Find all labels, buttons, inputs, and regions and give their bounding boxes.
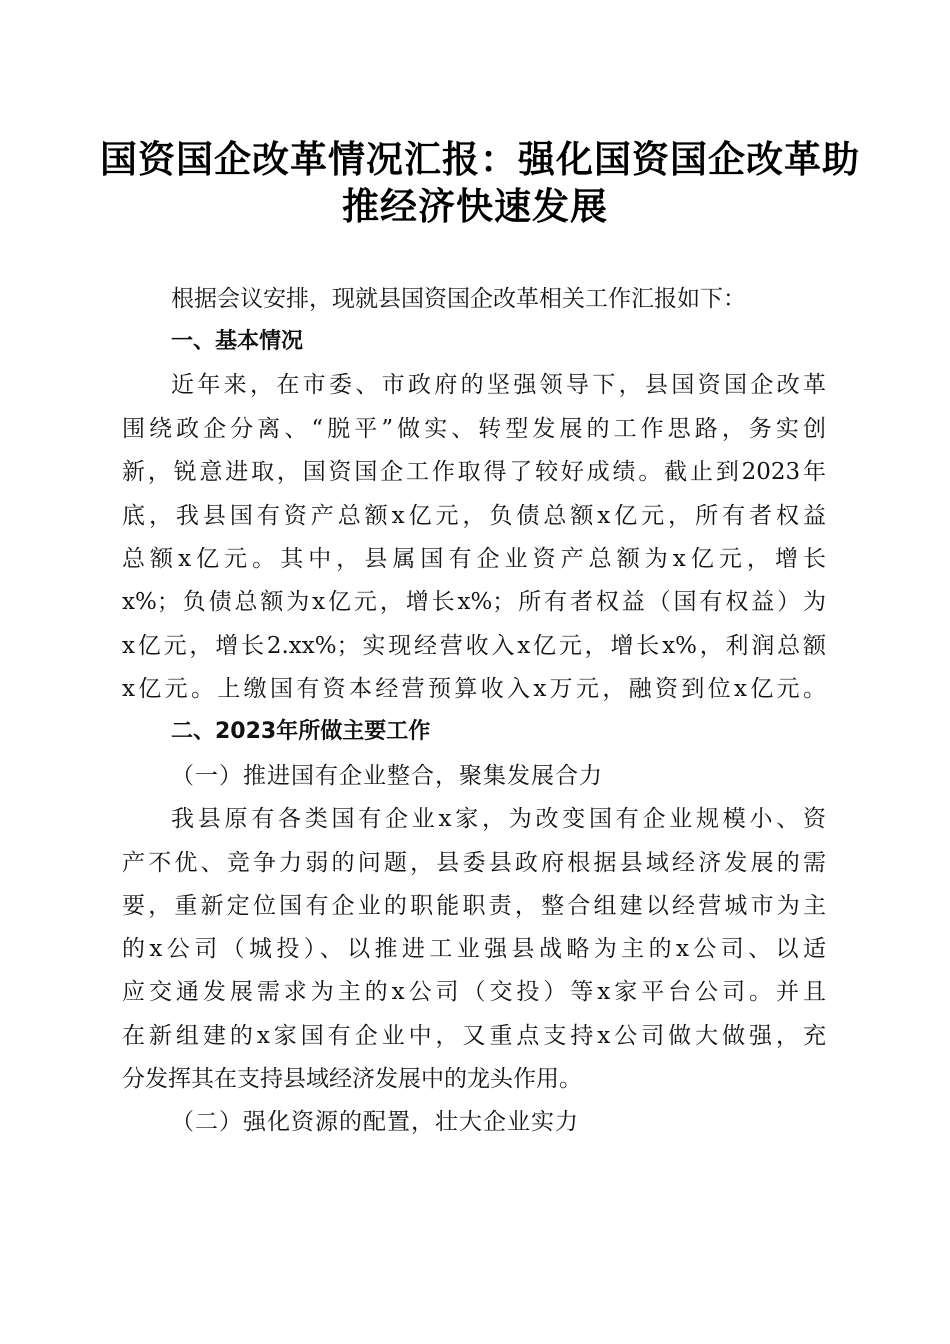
subsection-1-paragraph-line: 分发挥其在支持县域经济发展中的龙头作用。 bbox=[122, 1066, 582, 1092]
intro-paragraph: 根据会议安排，现就县国资国企改革相关工作汇报如下： bbox=[171, 286, 746, 312]
subsection-2-heading: （二）强化资源的配置，壮大企业实力 bbox=[171, 1109, 579, 1135]
subsection-1-paragraph-line: 我县原有各类国有企业x家，为改变国有企业规模小、资 bbox=[171, 806, 826, 832]
section-1-paragraph-line: 总额x亿元。其中，县属国有企业资产总额为x亿元，增长 bbox=[122, 546, 826, 572]
subsection-1-paragraph-line: 的x公司（城投）、以推进工业强县战略为主的x公司、以适 bbox=[122, 936, 826, 962]
document-title-line-1: 国资国企改革情况汇报：强化国资国企改革助 bbox=[100, 137, 860, 181]
subsection-1-heading: （一）推进国有企业整合，聚集发展合力 bbox=[171, 763, 603, 789]
document-title-line-2: 推经济快速发展 bbox=[342, 184, 608, 228]
section-1-paragraph-line: 底，我县国有资产总额x亿元，负债总额x亿元，所有者权益 bbox=[122, 503, 826, 529]
section-1-paragraph-line: x%；负债总额为x亿元，增长x%；所有者权益（国有权益）为 bbox=[122, 589, 826, 615]
section-1-paragraph-line: x亿元。上缴国有资本经营预算收入x万元，融资到位x亿元。 bbox=[122, 676, 826, 702]
subsection-1-paragraph-line: 产不优、竞争力弱的问题，县委县政府根据县域经济发展的需 bbox=[122, 850, 826, 876]
section-1-heading: 一、基本情况 bbox=[171, 329, 304, 354]
section-1-paragraph-line: 新，锐意进取，国资国企工作取得了较好成绩。截止到2023年 bbox=[122, 459, 826, 485]
section-1-paragraph-line: x亿元，增长2.xx%；实现经营收入x亿元，增长x%，利润总额 bbox=[122, 633, 826, 659]
subsection-1-paragraph-line: 在新组建的x家国有企业中，又重点支持x公司做大做强，充 bbox=[122, 1023, 826, 1049]
section-1-paragraph-line: 围绕政企分离、“脱平”做实、转型发展的工作思路，务实创 bbox=[122, 416, 826, 442]
section-1-paragraph-line: 近年来，在市委、市政府的坚强领导下，县国资国企改革 bbox=[171, 372, 826, 398]
subsection-1-paragraph-line: 要，重新定位国有企业的职能职责，整合组建以经营城市为主 bbox=[122, 893, 826, 919]
subsection-1-paragraph-line: 应交通发展需求为主的x公司（交投）等x家平台公司。并且 bbox=[122, 979, 826, 1005]
section-2-heading: 二、2023年所做主要工作 bbox=[171, 719, 431, 744]
